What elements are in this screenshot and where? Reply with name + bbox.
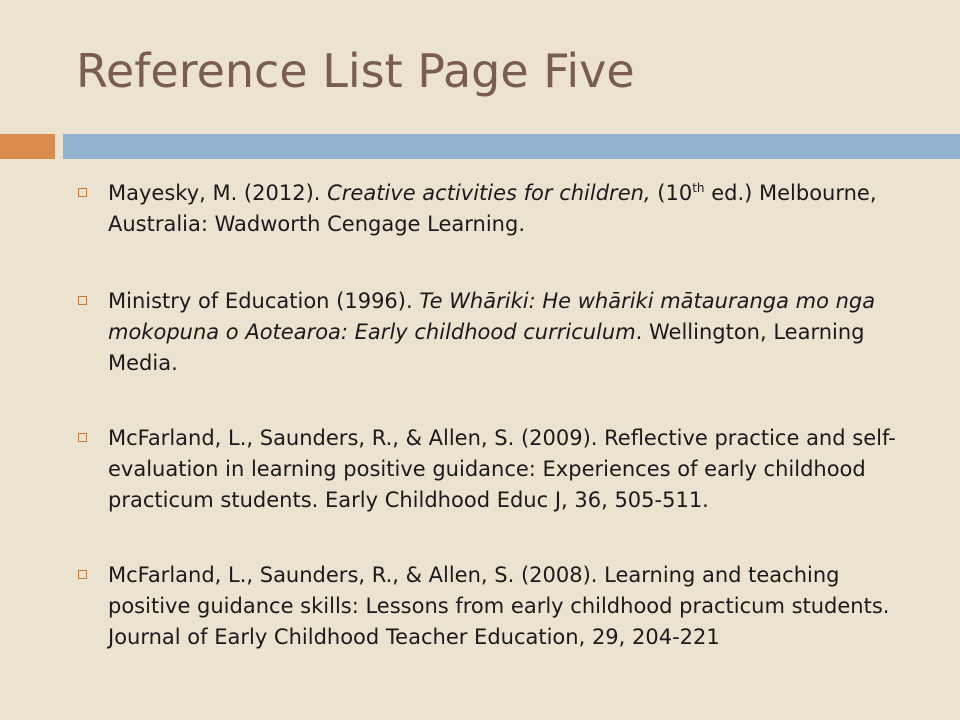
square-bullet-icon xyxy=(78,296,87,305)
reference-lead: Ministry of Education (1996). xyxy=(108,289,420,313)
accent-bar-blue xyxy=(63,134,960,159)
reference-tail: ed.) Melbourne, Australia: Wadworth Cengage Learning. xyxy=(108,181,877,236)
reference-edition: (10 xyxy=(650,181,693,205)
slide-title: Reference List Page Five xyxy=(76,44,635,98)
reference-item xyxy=(76,423,896,516)
reference-item xyxy=(76,286,896,379)
superscript: th xyxy=(692,181,705,195)
reference-lead: Mayesky, M. (2012). xyxy=(108,181,328,205)
reference-title: Te Whāriki: He whāriki mātauranga mo nga mokopuna o Aotearoa: Early childhood curriculum xyxy=(108,289,876,344)
reference-text xyxy=(108,286,896,379)
reference-title: Creative activities for children, xyxy=(327,181,651,205)
reference-list xyxy=(76,178,896,699)
accent-bar-orange xyxy=(0,134,55,159)
reference-item xyxy=(76,560,896,653)
reference-text xyxy=(108,178,896,240)
reference-tail: . Wellington, Learning Media. xyxy=(108,320,865,375)
square-bullet-icon xyxy=(78,570,87,579)
square-bullet-icon xyxy=(78,188,87,197)
square-bullet-icon xyxy=(78,433,87,442)
reference-item xyxy=(76,178,896,240)
reference-text: McFarland, L., Saunders, R., & Allen, S. (2009). Reflective practice and self-evaluation in learning positive guidance: Experiences of early childhood practicum students. Early Childhood Educ J, 36, 505-511. xyxy=(108,426,896,512)
reference-text: McFarland, L., Saunders, R., & Allen, S. (2008). Learning and teaching positive guidance skills: Lessons from early childhood practicum students. Journal of Early Childhood Teacher Education, 29, 204-221 xyxy=(108,563,890,649)
